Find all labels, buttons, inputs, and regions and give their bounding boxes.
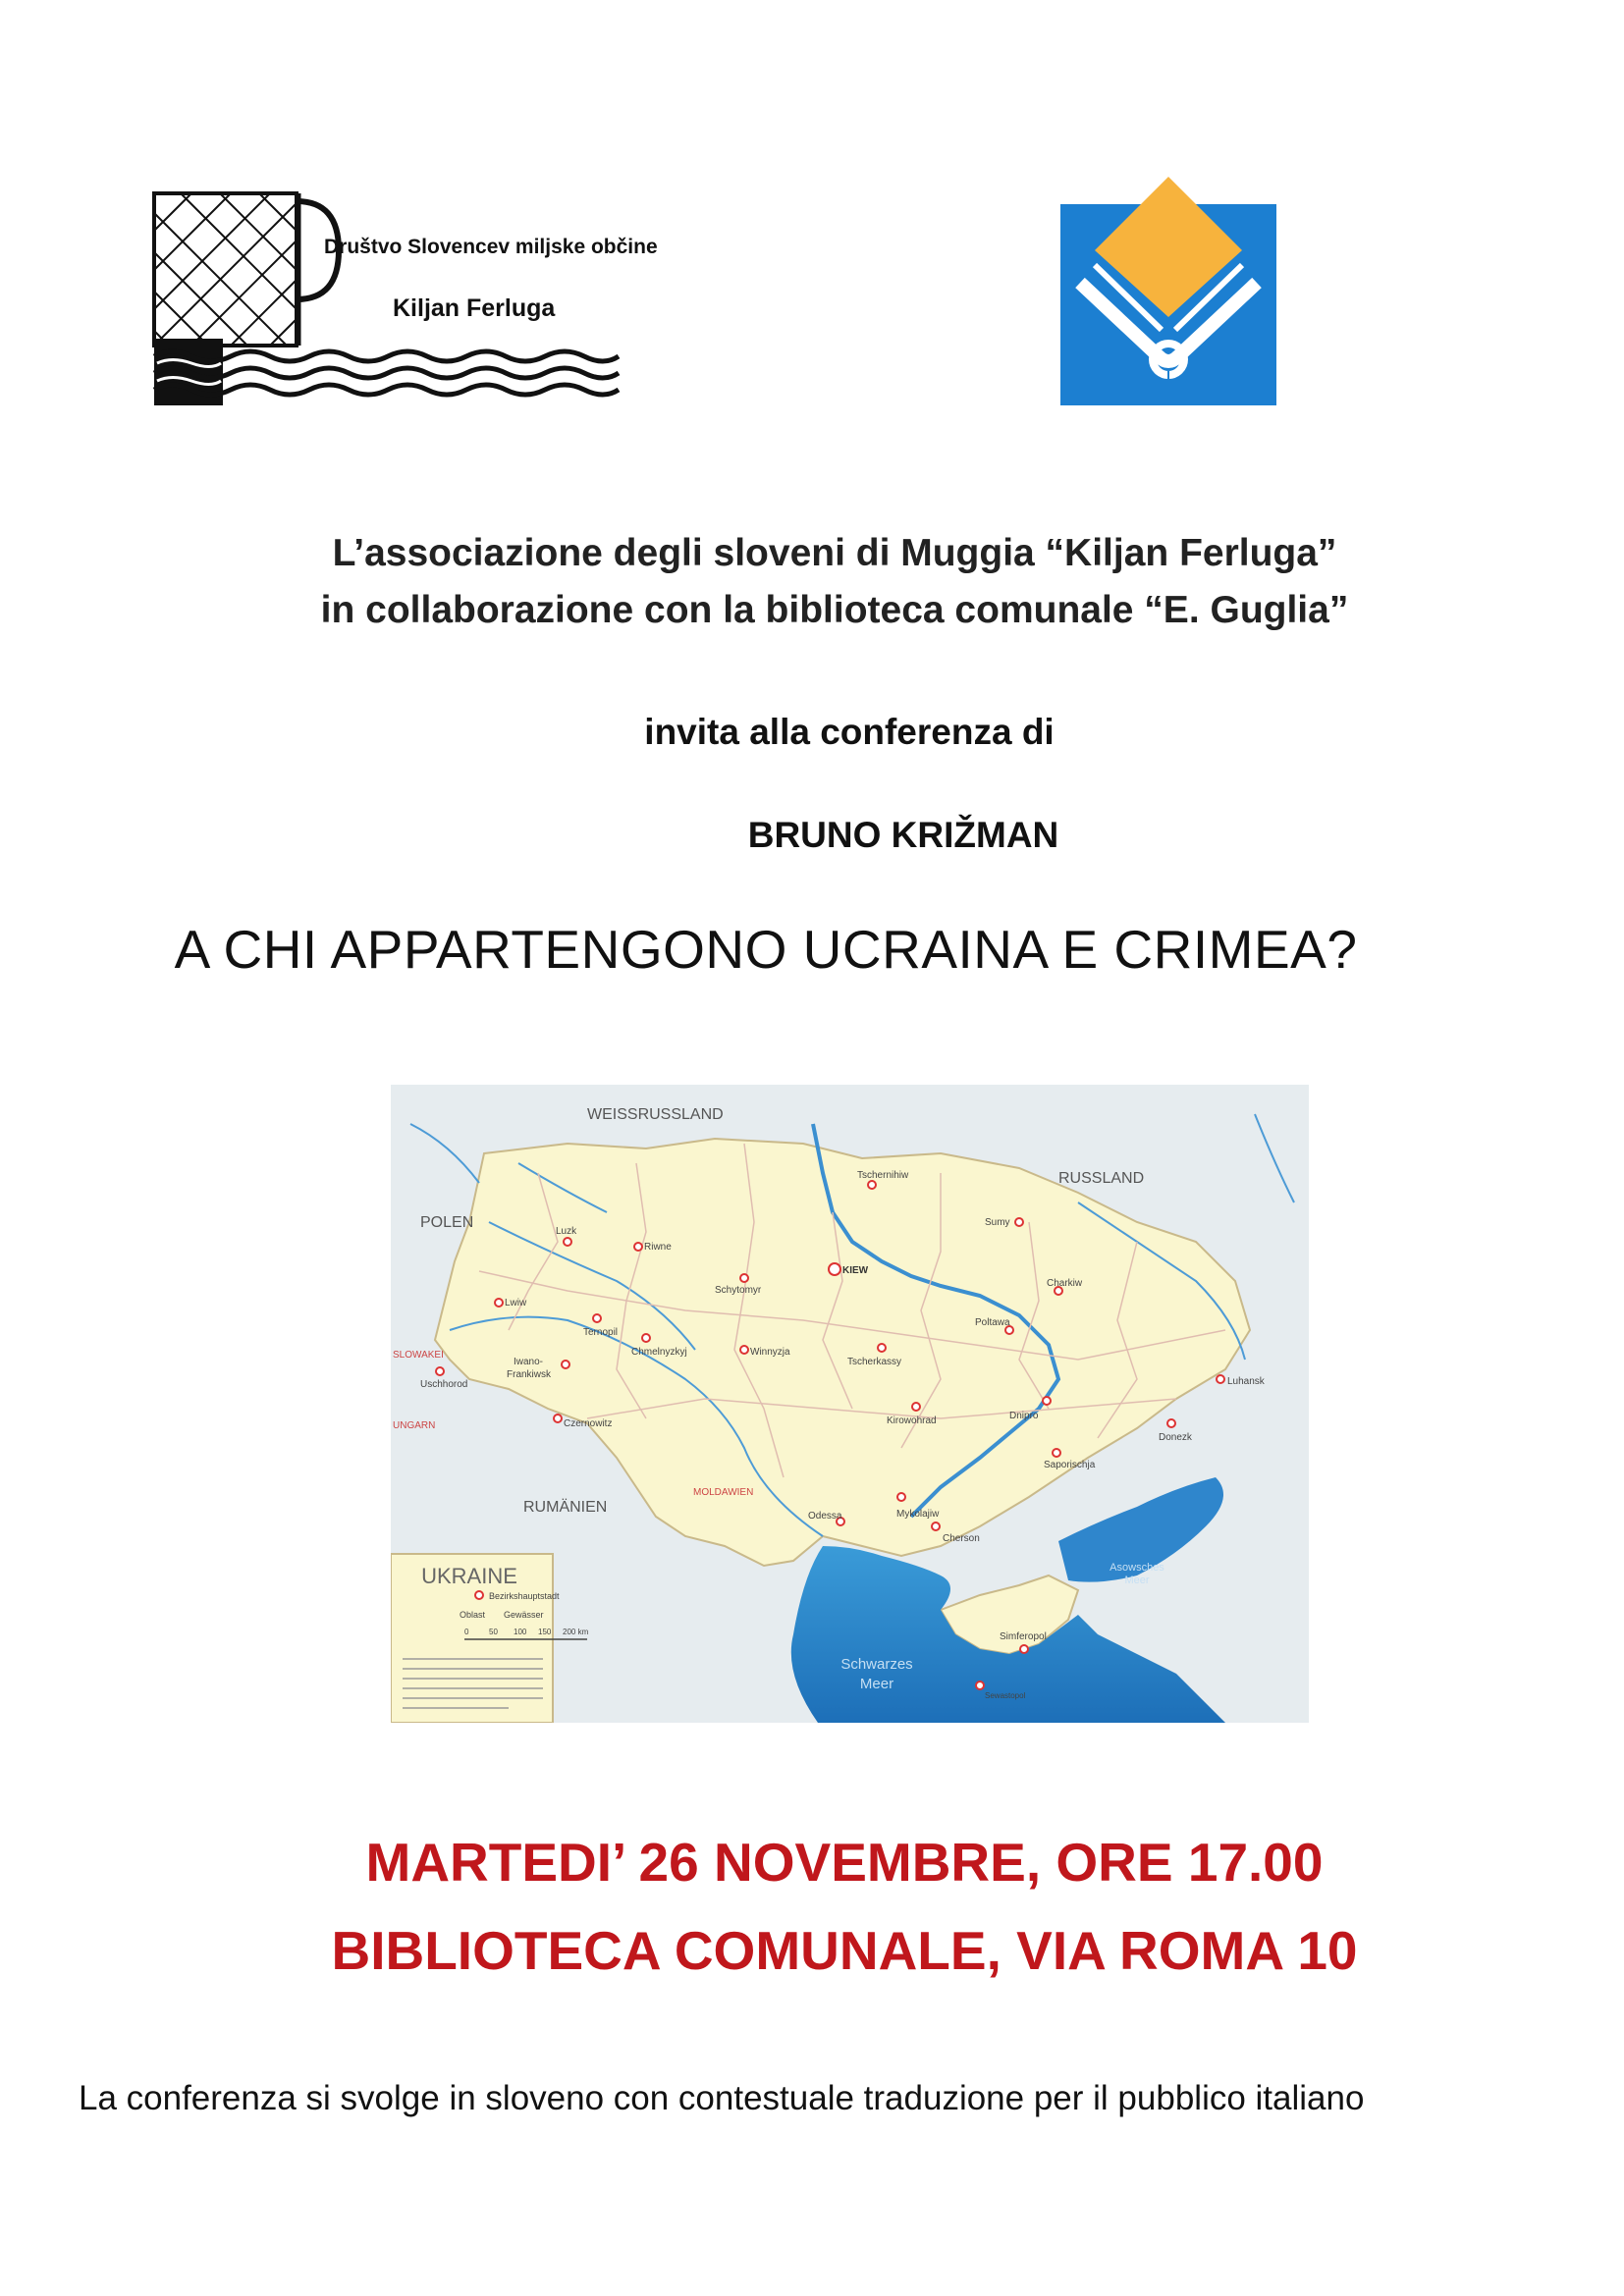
- city-tscherkassy: Tscherkassy: [847, 1357, 902, 1367]
- label-azov-2: Meer: [1124, 1575, 1150, 1586]
- city-sumy: Sumy: [985, 1217, 1010, 1228]
- city-winnyzja: Winnyzja: [750, 1347, 790, 1358]
- city-ternopil: Ternopil: [583, 1327, 619, 1338]
- city-riwne: Riwne: [644, 1242, 672, 1253]
- label-slovakia: SLOWAKEI: [393, 1350, 444, 1361]
- city-luzk: Luzk: [556, 1226, 577, 1237]
- city-lwiw: Lwiw: [505, 1298, 527, 1308]
- ukraine-map-image: [391, 1085, 1309, 1723]
- event-place: BIBLIOTECA COMUNALE, VIA ROMA 10: [331, 1920, 1358, 1981]
- city-iwano-2: Frankiwsk: [507, 1369, 552, 1380]
- city-iwano-1: Iwano-: [514, 1357, 544, 1367]
- ukraine-map: [391, 1085, 1309, 1723]
- drustvo-name-kiljan: Kiljan Ferluga: [393, 294, 556, 322]
- city-simferopol: Simferopol: [1000, 1631, 1047, 1642]
- legend-oblast: Oblast: [460, 1610, 486, 1620]
- label-hungary: UNGARN: [393, 1420, 436, 1431]
- library-logo-icon: [1060, 175, 1276, 405]
- city-mykolajiw: Mykolajiw: [896, 1509, 940, 1520]
- city-odessa: Odessa: [808, 1511, 842, 1522]
- legend-scale-100: 100: [514, 1628, 527, 1636]
- label-romania: RUMÄNIEN: [523, 1499, 608, 1516]
- legend-scale-0: 0: [464, 1628, 469, 1636]
- legend-scale-50: 50: [489, 1628, 498, 1636]
- event-date: MARTEDI’ 26 NOVEMBRE, ORE 17.00: [365, 1832, 1324, 1893]
- city-saporischja: Saporischja: [1044, 1460, 1096, 1470]
- legend-scale-150: 150: [538, 1628, 552, 1636]
- invite-text: invita alla conferenza di: [644, 712, 1055, 752]
- city-cherson: Cherson: [943, 1533, 980, 1544]
- label-black-sea-1: Schwarzes: [840, 1656, 913, 1673]
- intro-line-1: L’associazione degli sloveni di Muggia “Kiljan Ferluga”: [332, 532, 1337, 574]
- city-chmelnyzkyj: Chmelnyzkyj: [631, 1347, 687, 1358]
- speaker-name: BRUNO KRIŽMAN: [747, 815, 1059, 855]
- label-poland: POLEN: [420, 1214, 474, 1231]
- city-donezk: Donezk: [1159, 1432, 1192, 1443]
- library-logo: [1060, 175, 1276, 405]
- city-kirowohrad: Kirowohrad: [887, 1415, 937, 1426]
- city-poltawa: Poltawa: [975, 1317, 1010, 1328]
- legend-capital: Bezirkshauptstadt: [489, 1591, 560, 1601]
- legend-water: Gewässer: [504, 1610, 544, 1620]
- legend-scale-200: 200 km: [563, 1628, 589, 1636]
- city-schytomyr: Schytomyr: [715, 1285, 762, 1296]
- city-luhansk: Luhansk: [1227, 1376, 1265, 1387]
- city-uschhorod: Uschhorod: [420, 1379, 468, 1390]
- intro-line-2: in collaborazione con la biblioteca comunale “E. Guglia”: [320, 589, 1349, 631]
- city-charkiw: Charkiw: [1047, 1278, 1083, 1289]
- city-sewastopol: Sewastopol: [985, 1691, 1026, 1700]
- translation-note: La conferenza si svolge in sloveno con contestuale traduzione per il pubblico italiano: [79, 2079, 1365, 2117]
- conference-title: A CHI APPARTENGONO UCRAINA E CRIMEA?: [174, 919, 1358, 980]
- label-black-sea-2: Meer: [859, 1676, 894, 1692]
- intro-text: [196, 525, 1473, 639]
- label-moldova: MOLDAWIEN: [693, 1487, 754, 1498]
- label-russia: RUSSLAND: [1058, 1170, 1145, 1187]
- legend-title: UKRAINE: [421, 1564, 517, 1588]
- drustvo-name: Društvo Slovencev miljske občine: [324, 236, 658, 258]
- city-tschernihiw: Tschernihiw: [857, 1170, 909, 1181]
- city-czernowitz: Czernowitz: [564, 1418, 613, 1429]
- city-kiew: KIEW: [842, 1265, 869, 1276]
- label-azov-1: Asowsches: [1110, 1562, 1164, 1574]
- city-dnipro: Dnipro: [1009, 1411, 1039, 1421]
- label-belarus: WEISSRUSSLAND: [587, 1106, 724, 1123]
